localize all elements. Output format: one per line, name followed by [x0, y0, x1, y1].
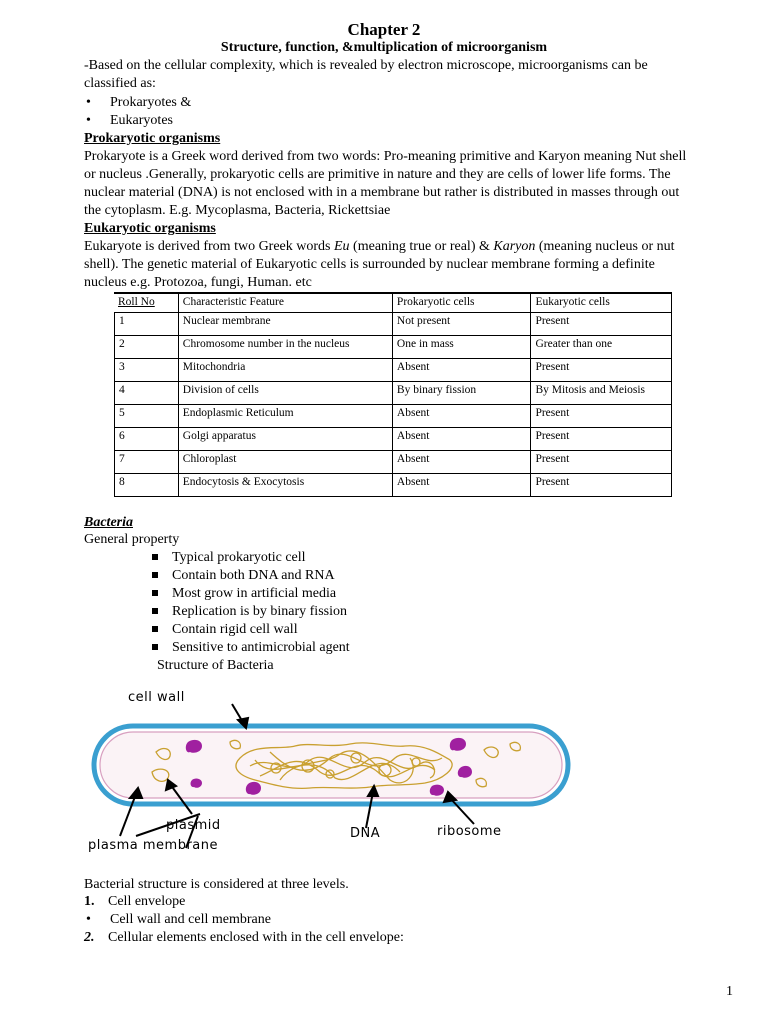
label-plasma-membrane: plasma membrane — [88, 838, 218, 853]
table-cell: Present — [530, 359, 672, 382]
table-cell: 4 — [114, 382, 178, 405]
table-header-cell: Characteristic Feature — [178, 292, 392, 313]
label-plasmid: plasmid — [166, 818, 221, 833]
prokaryotic-heading: Prokaryotic organisms — [84, 131, 221, 146]
table-cell: Present — [530, 474, 672, 497]
chapter-subtitle: Structure, function, &multiplication of microorganism — [220, 40, 548, 55]
table-cell: Present — [530, 428, 672, 451]
property-item: Typical prokaryotic cell — [152, 549, 306, 567]
table-cell: 2 — [114, 336, 178, 359]
bullet-icon: • — [86, 912, 91, 927]
bacteria-heading: Bacteria — [84, 515, 133, 530]
square-bullet-icon — [152, 644, 158, 650]
property-item: Sensitive to antimicrobial agent — [152, 639, 350, 657]
bacteria-general-property: General property — [84, 532, 180, 547]
table-row — [114, 428, 672, 451]
table-cell: Endoplasmic Reticulum — [178, 405, 392, 428]
eukaryotic-line-2: shell). The genetic material of Eukaryotic cells is surrounded by nuclear membrane forming a definite — [84, 257, 655, 272]
prokaryotic-line-4: the cytoplasm. E.g. Mycoplasma, Bacteria, Rickettsiae — [84, 203, 391, 218]
table-cell: Present — [530, 313, 672, 336]
structure-caption: Structure of Bacteria — [157, 658, 274, 673]
chapter-title: Chapter 2 — [347, 20, 421, 39]
table-cell: Absent — [392, 405, 531, 428]
label-cell-wall: cell wall — [128, 690, 185, 705]
intro-line-2: classified as: — [84, 76, 156, 91]
table-cell: Mitochondria — [178, 359, 392, 382]
table-cell: Division of cells — [178, 382, 392, 405]
table-cell: 7 — [114, 451, 178, 474]
square-bullet-icon — [152, 554, 158, 560]
eukaryotic-line-1: Eukaryote is derived from two Greek words Eu (meaning true or real) & Karyon (meaning nucleus or nut — [84, 239, 675, 254]
table-cell: Endocytosis & Exocytosis — [178, 474, 392, 497]
square-bullet-icon — [152, 590, 158, 596]
square-bullet-icon — [152, 626, 158, 632]
bullet-icon: • — [86, 113, 91, 128]
table-cell: 1 — [114, 313, 178, 336]
table-header-row — [114, 292, 672, 313]
intro-bullet-prokaryotes: • Prokaryotes & — [86, 95, 192, 110]
table-header-cell: Eukaryotic cells — [530, 292, 672, 313]
table-cell: Present — [530, 405, 672, 428]
table-row — [114, 359, 672, 382]
property-item: Replication is by binary fission — [152, 603, 347, 621]
label-ribosome: ribosome — [437, 824, 502, 839]
table-cell: 8 — [114, 474, 178, 497]
square-bullet-icon — [152, 572, 158, 578]
property-item: Most grow in artificial media — [152, 585, 336, 603]
prokaryotic-line-3: nuclear material (DNA) is not enclosed with in a membrane but rather is distributed in masses through out — [84, 185, 680, 200]
level-bullet: • Cell wall and cell membrane — [86, 912, 271, 927]
table-cell: Greater than one — [530, 336, 672, 359]
property-item: Contain both DNA and RNA — [152, 567, 335, 585]
table-cell: Absent — [392, 428, 531, 451]
table-cell: Absent — [392, 474, 531, 497]
table-cell: Absent — [392, 359, 531, 382]
table-cell: 3 — [114, 359, 178, 382]
prokaryotic-line-1: Prokaryote is a Greek word derived from two words: Pro-meaning primitive and Karyon meaning Nut shell — [84, 149, 687, 164]
table-cell: Nuclear membrane — [178, 313, 392, 336]
table-row — [114, 313, 672, 336]
table-row — [114, 451, 672, 474]
level-item-1: 1. Cell envelope — [84, 894, 186, 909]
square-bullet-icon — [152, 608, 158, 614]
table-cell: Golgi apparatus — [178, 428, 392, 451]
table-cell: 6 — [114, 428, 178, 451]
table-row — [114, 474, 672, 497]
table-header-cell: Prokaryotic cells — [392, 292, 531, 313]
levels-intro: Bacterial structure is considered at three levels. — [84, 877, 349, 892]
table-cell: Absent — [392, 451, 531, 474]
comparison-table — [114, 292, 672, 497]
table-row — [114, 382, 672, 405]
label-dna: DNA — [350, 826, 381, 841]
intro-line-1: -Based on the cellular complexity, which is revealed by electron microscope, microorganisms can be — [84, 58, 648, 73]
bacteria-diagram — [80, 688, 580, 858]
table-cell: Present — [530, 451, 672, 474]
table-header-cell: Roll No — [114, 292, 178, 313]
bullet-icon: • — [86, 95, 91, 110]
table-cell: Chloroplast — [178, 451, 392, 474]
prokaryotic-line-2: or nucleus .Generally, prokaryotic cells are primitive in nature and they are cells of lower life forms. The — [84, 167, 671, 182]
intro-bullet-eukaryotes: • Eukaryotes — [86, 113, 173, 128]
page-number: 1 — [726, 984, 733, 999]
property-item: Contain rigid cell wall — [152, 621, 298, 639]
eukaryotic-heading: Eukaryotic organisms — [84, 221, 216, 236]
level-item-2: 2. Cellular elements enclosed with in the cell envelope: — [84, 930, 404, 945]
table-cell: 5 — [114, 405, 178, 428]
table-row — [114, 405, 672, 428]
eukaryotic-line-3: nucleus e.g. Protozoa, fungi, Human. etc — [84, 275, 312, 290]
table-cell: One in mass — [392, 336, 531, 359]
table-row — [114, 336, 672, 359]
table-cell: By binary fission — [392, 382, 531, 405]
table-cell: By Mitosis and Meiosis — [530, 382, 672, 405]
table-cell: Chromosome number in the nucleus — [178, 336, 392, 359]
table-cell: Not present — [392, 313, 531, 336]
